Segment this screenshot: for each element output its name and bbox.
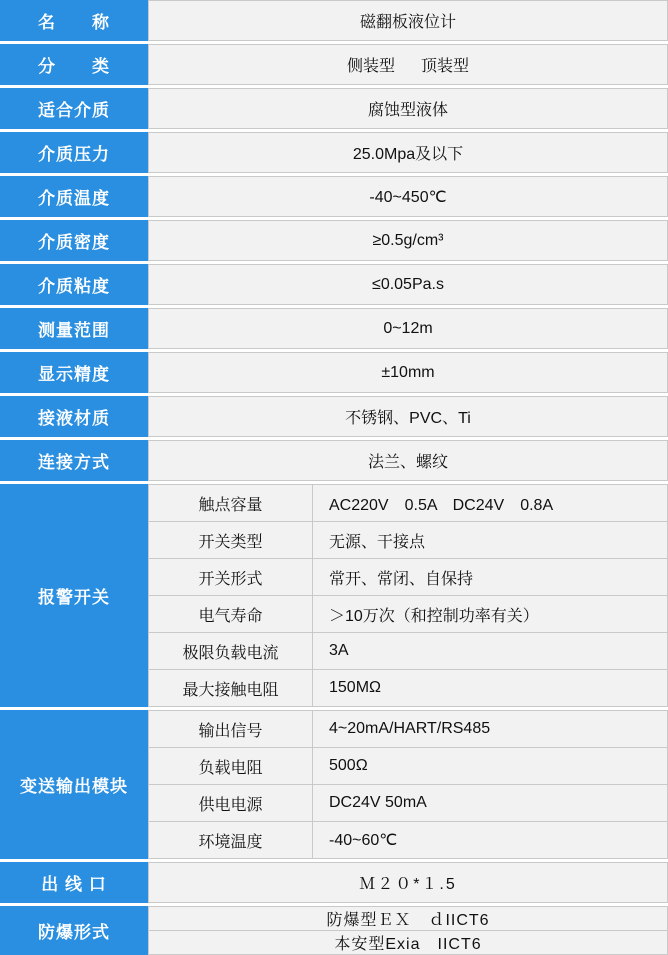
sub-row-value: ＞10万次（和控制功率有关） [313, 595, 668, 633]
explosion-proof-section [0, 906, 668, 955]
row-value: 磁翻板液位计 [148, 0, 668, 41]
table-row [0, 862, 668, 903]
table-row [0, 220, 668, 261]
row-value: -40~450℃ [148, 176, 668, 217]
row-label: 介质压力 [0, 132, 148, 173]
row-label: 介质温度 [0, 176, 148, 217]
row-label: 介质密度 [0, 220, 148, 261]
explosion-proof-body [148, 906, 668, 955]
row-label: 名 称 [0, 0, 148, 41]
sub-row-label: 电气寿命 [148, 595, 313, 633]
row-label: 显示精度 [0, 352, 148, 393]
alarm-switch-body [148, 484, 668, 707]
table-row [0, 88, 668, 129]
sub-row-value: DC24V 50mA [313, 784, 668, 822]
explosion-proof-label: 防爆形式 [0, 906, 148, 955]
sub-row-label: 输出信号 [148, 710, 313, 748]
row-value: 25.0Mpa及以下 [148, 132, 668, 173]
table-row [0, 0, 668, 41]
row-value: ≤0.05Pa.s [148, 264, 668, 305]
sub-row-value: 3A [313, 632, 668, 670]
table-row [148, 821, 668, 859]
sub-row-label: 触点容量 [148, 484, 313, 522]
row-value: Ｍ２０*１.5 [148, 862, 668, 903]
table-row [0, 352, 668, 393]
row-value: ≥0.5g/cm³ [148, 220, 668, 261]
sub-row-value: 常开、常闭、自保持 [313, 558, 668, 596]
row-value: 0~12m [148, 308, 668, 349]
classification-option-side: 侧装型 [346, 58, 395, 75]
sub-row-label: 极限负载电流 [148, 632, 313, 670]
table-row [0, 396, 668, 437]
alarm-switch-section [0, 484, 668, 707]
table-row [0, 440, 668, 481]
sub-row-value: 无源、干接点 [313, 521, 668, 559]
row-value [148, 44, 668, 85]
sub-row-value: AC220V 0.5A DC24V 0.8A [313, 484, 668, 522]
row-value: 腐蚀型液体 [148, 88, 668, 129]
transmitter-module-label: 变送输出模块 [0, 710, 148, 859]
explosion-proof-value-ex: 防爆型ＥＸ ｄIICT6 [148, 906, 668, 931]
sub-row-value: 150MΩ [313, 669, 668, 707]
sub-row-label: 开关类型 [148, 521, 313, 559]
table-row [148, 784, 668, 822]
sub-row-label: 开关形式 [148, 558, 313, 596]
sub-row-label: 供电电源 [148, 784, 313, 822]
sub-row-label: 负载电阻 [148, 747, 313, 785]
row-value: ±10mm [148, 352, 668, 393]
sub-row-value: 500Ω [313, 747, 668, 785]
transmitter-module-body [148, 710, 668, 859]
table-row [148, 710, 668, 748]
table-row [148, 595, 668, 633]
sub-row-value: 4~20mA/HART/RS485 [313, 710, 668, 748]
row-label: 出 线 口 [0, 862, 148, 903]
table-row [0, 308, 668, 349]
table-row [0, 264, 668, 305]
row-label: 连接方式 [0, 440, 148, 481]
table-row [0, 132, 668, 173]
classification-option-top: 顶装型 [421, 58, 470, 75]
transmitter-module-section [0, 710, 668, 859]
explosion-proof-value-exia: 本安型Exia IICT6 [148, 930, 668, 955]
sub-row-label: 环境温度 [148, 821, 313, 859]
table-row [148, 558, 668, 596]
table-row [148, 521, 668, 559]
sub-row-value: -40~60℃ [313, 821, 668, 859]
alarm-switch-label: 报警开关 [0, 484, 148, 707]
row-value: 法兰、螺纹 [148, 440, 668, 481]
table-row [0, 176, 668, 217]
row-label: 分 类 [0, 44, 148, 85]
row-label: 适合介质 [0, 88, 148, 129]
row-label: 测量范围 [0, 308, 148, 349]
table-row [148, 669, 668, 707]
row-label: 介质粘度 [0, 264, 148, 305]
sub-row-label: 最大接触电阻 [148, 669, 313, 707]
table-row [0, 44, 668, 85]
table-row [148, 747, 668, 785]
row-label: 接液材质 [0, 396, 148, 437]
row-value: 不锈钢、PVC、Ti [148, 396, 668, 437]
table-row [148, 484, 668, 522]
table-row [148, 632, 668, 670]
